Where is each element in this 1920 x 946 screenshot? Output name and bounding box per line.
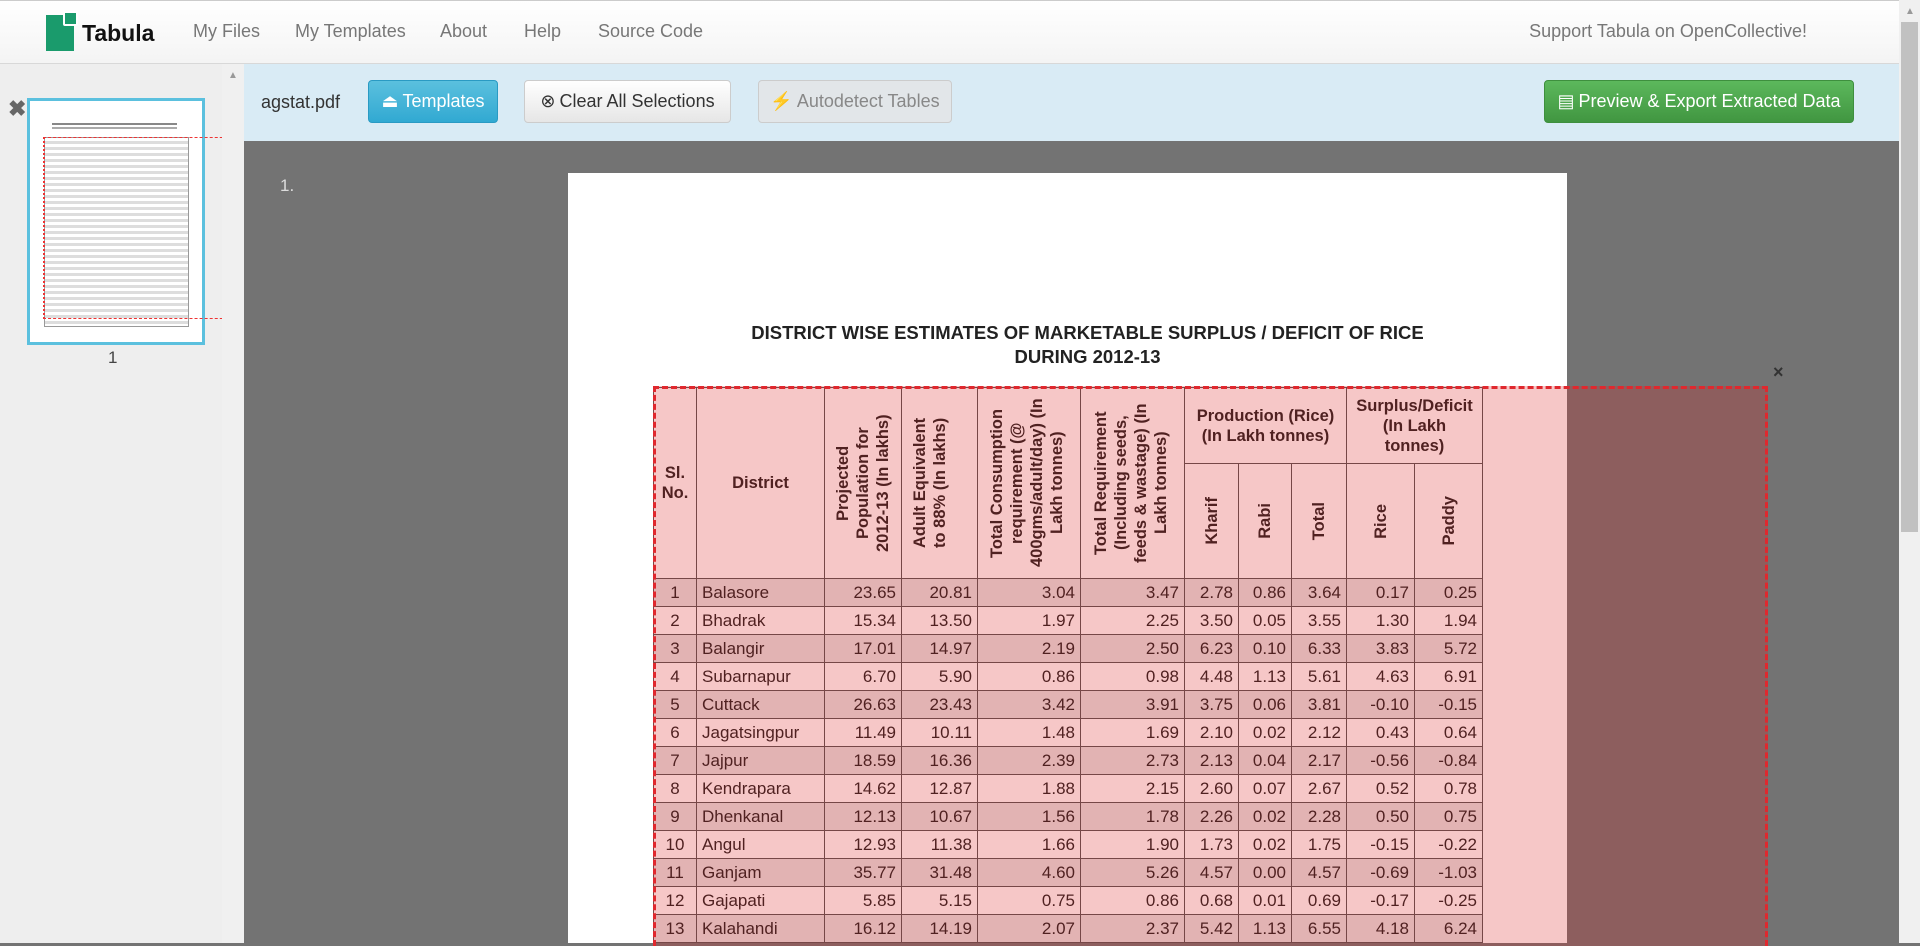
header-consumption: Total Consumption requirement (@ 400gms/adult/day) (In Lakh tonnes) [978, 388, 1081, 579]
table-cell: 35.77 [825, 859, 902, 887]
table-cell: 5.26 [1081, 859, 1185, 887]
table-cell: 3 [654, 635, 697, 663]
header-production: Production (Rice) (In Lakh tonnes) [1185, 388, 1347, 464]
table-cell: 3.47 [1081, 579, 1185, 607]
header-sl-no: Sl. No. [654, 388, 697, 579]
table-cell: 1.69 [1081, 719, 1185, 747]
table-cell: 3.83 [1347, 635, 1415, 663]
filename: agstat.pdf [261, 92, 341, 112]
page-label: 1. [280, 176, 295, 195]
table-cell: 2.25 [1081, 607, 1185, 635]
table-cell: -0.84 [1415, 747, 1483, 775]
header-paddy: Paddy [1415, 464, 1483, 579]
table-cell: 2.37 [1081, 915, 1185, 943]
templates-icon: ⏏ [381, 91, 399, 111]
table-cell: 20.81 [902, 579, 978, 607]
table-cell: 0.05 [1239, 607, 1292, 635]
table-cell: Bhadrak [697, 607, 825, 635]
table-cell: -0.56 [1347, 747, 1415, 775]
table-cell: 0.10 [1239, 635, 1292, 663]
table-cell: 0.52 [1347, 775, 1415, 803]
table-cell: 5.42 [1185, 915, 1239, 943]
table-cell: 1.30 [1347, 607, 1415, 635]
table-cell: 0.00 [1239, 859, 1292, 887]
table-cell: 9 [654, 803, 697, 831]
table-cell: 2.17 [1292, 747, 1347, 775]
table-cell: -0.25 [1415, 887, 1483, 915]
close-selection-icon[interactable]: × [1773, 362, 1784, 382]
table-cell: 13 [654, 915, 697, 943]
flash-icon: ⚡ [770, 91, 793, 111]
table-cell: 0.25 [1415, 579, 1483, 607]
title-line-2: DURING 2012-13 [1014, 346, 1161, 367]
table-selection-area[interactable] [653, 386, 1768, 946]
table-cell: 2.39 [978, 747, 1081, 775]
table-cell: 12 [654, 887, 697, 915]
table-cell: -0.10 [1347, 691, 1415, 719]
table-cell: 0.64 [1415, 719, 1483, 747]
table-cell: 1.13 [1239, 915, 1292, 943]
table-cell: 5.15 [902, 887, 978, 915]
tabula-logo-icon [46, 15, 74, 51]
table-cell: 16.36 [902, 747, 978, 775]
title-line-1: DISTRICT WISE ESTIMATES OF MARKETABLE SURPLUS / DEFICIT OF RICE [751, 322, 1424, 343]
table-cell: 0.78 [1415, 775, 1483, 803]
table-cell: 1.75 [1292, 831, 1347, 859]
document-title [568, 321, 1567, 369]
table-cell: 3.50 [1185, 607, 1239, 635]
nav-about[interactable]: About [440, 21, 488, 41]
table-cell: -0.15 [1415, 691, 1483, 719]
table-cell: 4.57 [1292, 859, 1347, 887]
table-cell: 2.60 [1185, 775, 1239, 803]
table-cell: 5.90 [902, 663, 978, 691]
table-cell: 0.01 [1239, 887, 1292, 915]
table-cell: 0.86 [978, 663, 1081, 691]
table-cell: Kendrapara [697, 775, 825, 803]
table-cell: 2 [654, 607, 697, 635]
table-cell: 13.50 [902, 607, 978, 635]
table-cell: 0.07 [1239, 775, 1292, 803]
table-cell: -0.22 [1415, 831, 1483, 859]
table-cell: 1.97 [978, 607, 1081, 635]
table-cell: 11 [654, 859, 697, 887]
header-rice: Rice [1347, 464, 1415, 579]
table-cell: 31.48 [902, 859, 978, 887]
table-cell: 10.67 [902, 803, 978, 831]
toolbar [244, 64, 1899, 141]
table-cell: Balasore [697, 579, 825, 607]
table-cell: Angul [697, 831, 825, 859]
support-link[interactable]: Support Tabula on OpenCollective! [1529, 21, 1807, 41]
table-cell: 26.63 [825, 691, 902, 719]
table-cell: 6.24 [1415, 915, 1483, 943]
preview-export-button[interactable] [1544, 80, 1854, 123]
nav-source-code[interactable]: Source Code [598, 21, 704, 41]
table-cell: 2.50 [1081, 635, 1185, 663]
table-cell: 12.93 [825, 831, 902, 859]
scroll-up-icon[interactable]: ▲ [228, 70, 238, 81]
table-cell: -0.69 [1347, 859, 1415, 887]
table-cell: Balangir [697, 635, 825, 663]
table-cell: 2.15 [1081, 775, 1185, 803]
table-cell: 23.65 [825, 579, 902, 607]
table-cell: 0.68 [1185, 887, 1239, 915]
table-cell: 1.78 [1081, 803, 1185, 831]
table-cell: 1.48 [978, 719, 1081, 747]
table-cell: 0.86 [1239, 579, 1292, 607]
table-cell: 0.04 [1239, 747, 1292, 775]
main-scrollbar[interactable] [1899, 0, 1920, 943]
header-population: Projected Population for 2012-13 (In lakhs) [825, 388, 902, 579]
brand[interactable] [46, 15, 154, 51]
table-cell: 0.02 [1239, 719, 1292, 747]
table-cell: 6.91 [1415, 663, 1483, 691]
table-cell: 4.60 [978, 859, 1081, 887]
autodetect-tables-button[interactable] [758, 80, 952, 123]
table-cell: 6 [654, 719, 697, 747]
table-cell: 0.17 [1347, 579, 1415, 607]
table-cell: 2.07 [978, 915, 1081, 943]
header-kharif: Kharif [1185, 464, 1239, 579]
nav-help[interactable]: Help [524, 21, 562, 41]
table-cell: 2.26 [1185, 803, 1239, 831]
table-cell: 1.73 [1185, 831, 1239, 859]
table-cell: 5.61 [1292, 663, 1347, 691]
header-rabi: Rabi [1239, 464, 1292, 579]
table-cell: 11.49 [825, 719, 902, 747]
table-cell: 14.19 [902, 915, 978, 943]
sidebar-scrollbar[interactable] [222, 64, 244, 943]
table-cell: 6.23 [1185, 635, 1239, 663]
table-cell: 3.42 [978, 691, 1081, 719]
close-icon[interactable]: ✖ [8, 96, 27, 121]
export-label: Preview & Export Extracted Data [1578, 91, 1841, 111]
page-thumbnails-sidebar [0, 64, 244, 943]
navbar [0, 0, 1899, 64]
header-adult: Adult Equivalent to 88% (In lakhs) [902, 388, 978, 579]
table-cell: 0.75 [1415, 803, 1483, 831]
table-cell: 4.48 [1185, 663, 1239, 691]
table-cell: 4.63 [1347, 663, 1415, 691]
nav-my-files[interactable]: My Files [193, 21, 260, 41]
table-cell: Kalahandi [697, 915, 825, 943]
table-cell: 3.64 [1292, 579, 1347, 607]
table-cell: 2.19 [978, 635, 1081, 663]
scroll-up-icon[interactable]: ▲ [1905, 6, 1915, 17]
table-cell: 0.75 [978, 887, 1081, 915]
table-cell: 2.12 [1292, 719, 1347, 747]
table-cell: 1.88 [978, 775, 1081, 803]
thumbnail-selection [43, 137, 243, 319]
table-cell: 14.97 [902, 635, 978, 663]
thumbnail-title [52, 123, 177, 129]
table-cell: 6.70 [825, 663, 902, 691]
table-cell: 15.34 [825, 607, 902, 635]
table-cell: 12.87 [902, 775, 978, 803]
table-cell: 2.10 [1185, 719, 1239, 747]
table-cell: 10 [654, 831, 697, 859]
table-cell: 0.43 [1347, 719, 1415, 747]
table-cell: 1 [654, 579, 697, 607]
table-cell: 1.56 [978, 803, 1081, 831]
autodetect-label: Autodetect Tables [796, 91, 940, 111]
table-cell: -1.03 [1415, 859, 1483, 887]
table-cell: 4.18 [1347, 915, 1415, 943]
table-cell: 6.33 [1292, 635, 1347, 663]
table-cell: 1.66 [978, 831, 1081, 859]
table-cell: 0.98 [1081, 663, 1185, 691]
header-district: District [697, 388, 825, 579]
table-cell: 14.62 [825, 775, 902, 803]
table-cell: 10.11 [902, 719, 978, 747]
header-surplus: Surplus/Deficit (In Lakh tonnes) [1347, 388, 1483, 464]
nav-my-templates[interactable]: My Templates [295, 21, 406, 41]
table-cell: 5.72 [1415, 635, 1483, 663]
table-cell: 0.69 [1292, 887, 1347, 915]
table-cell: Ganjam [697, 859, 825, 887]
table-cell: -0.17 [1347, 887, 1415, 915]
list-icon: ▤ [1557, 91, 1575, 111]
templates-button[interactable] [368, 80, 498, 123]
table-cell: 2.78 [1185, 579, 1239, 607]
table-cell: Jagatsingpur [697, 719, 825, 747]
clear-all-selections-button[interactable] [524, 80, 731, 123]
table-cell: 18.59 [825, 747, 902, 775]
table-cell: Jajpur [697, 747, 825, 775]
table-cell: 0.02 [1239, 803, 1292, 831]
table-cell: 3.75 [1185, 691, 1239, 719]
table-cell: 3.55 [1292, 607, 1347, 635]
table-cell: 17.01 [825, 635, 902, 663]
table-cell: 3.91 [1081, 691, 1185, 719]
table-cell: 23.43 [902, 691, 978, 719]
table-cell: 2.13 [1185, 747, 1239, 775]
table-cell: 7 [654, 747, 697, 775]
page-thumbnail[interactable] [27, 98, 205, 345]
table-cell: 4.57 [1185, 859, 1239, 887]
table-cell: 0.86 [1081, 887, 1185, 915]
clear-label: Clear All Selections [559, 91, 715, 111]
header-total: Total [1292, 464, 1347, 579]
table-cell: 4 [654, 663, 697, 691]
table-cell: 16.12 [825, 915, 902, 943]
table-cell: 3.81 [1292, 691, 1347, 719]
table-cell: Cuttack [697, 691, 825, 719]
table-cell: 2.28 [1292, 803, 1347, 831]
table-cell: 8 [654, 775, 697, 803]
table-cell: 1.94 [1415, 607, 1483, 635]
table-cell: Subarnapur [697, 663, 825, 691]
table-cell: 1.90 [1081, 831, 1185, 859]
table-cell: 2.73 [1081, 747, 1185, 775]
thumbnail-page-number: 1 [108, 348, 118, 367]
table-cell: 6.55 [1292, 915, 1347, 943]
table-cell: 5.85 [825, 887, 902, 915]
table-cell: 0.06 [1239, 691, 1292, 719]
brand-name: Tabula [82, 19, 155, 46]
header-requirement: Total Requirement (Including seeds, feeds & wastage) (In Lakh tonnes) [1081, 388, 1185, 579]
table-cell: -0.15 [1347, 831, 1415, 859]
table-cell: 0.50 [1347, 803, 1415, 831]
table-cell: 12.13 [825, 803, 902, 831]
scrollbar-thumb[interactable] [1901, 22, 1918, 532]
table-cell: 1.13 [1239, 663, 1292, 691]
table-cell: 3.04 [978, 579, 1081, 607]
table-cell: 2.67 [1292, 775, 1347, 803]
table-cell: Gajapati [697, 887, 825, 915]
templates-label: Templates [402, 91, 485, 111]
table-cell: 0.02 [1239, 831, 1292, 859]
remove-circle-icon: ⊗ [540, 91, 556, 111]
table-cell: Dhenkanal [697, 803, 825, 831]
table-cell: 5 [654, 691, 697, 719]
table-cell: 11.38 [902, 831, 978, 859]
